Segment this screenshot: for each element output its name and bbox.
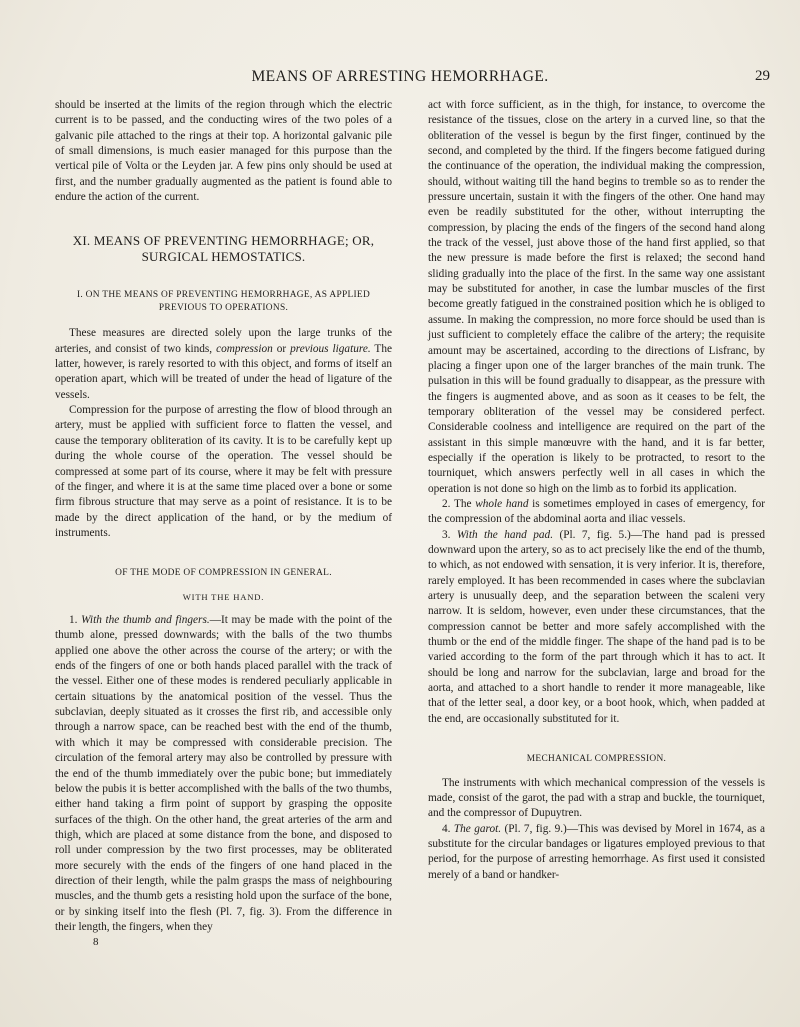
section-heading bbox=[55, 233, 392, 265]
paragraph-thumb-fingers: 1. With the thumb and fingers.—It may be made with the point of the thumb alone, pressed downwards; with the balls of the two thumbs applied one above the other across the course of the artery; or with the ends of the fingers of one or both hands placed parallel with the track of the vessel. Either one of these modes is rendered peculiarly applicable in certain situations by the anatomical position of the vessel. Thus the subclavian, deeply situated as it crosses the first rib, and accessible only through a narrow space, can be reached best with the end of the thumb, with which it may be compressed with considerable precision. The circulation of the femoral artery may also be controlled by pressure with the end of the thumb immediately over the pubic bone; but immediately below the pubis it is better accomplished with the balls of the two thumbs, either hand taking a firm point of support by grasping the opposite surfaces of the thigh. On the other hand, the great arteries of the arm and thigh, which are placed at some distance from the bone, and disposed to roll under compression by the two first processes, may be obliterated more securely with the ends of the fingers of one hand placed in the direction of their length, while the palm grasps the mass of neighbouring muscles, and the thumb gets a resisting hold upon the surface of the bone, or by sinking itself into the flesh (Pl. 7, fig. 3). From the difference in their length, the fingers, when they bbox=[55, 614, 393, 933]
term-previous-ligature: previous ligature. bbox=[290, 342, 371, 355]
paragraph-measures: These measures are directed solely upon the large trunks of the arteries, and consist of two kinds, compression or previous ligature. The latter, however, is rarely resorted to with this object, and forms of itself an operation apart, which will be treated of under the head of ligature of the vessels. bbox=[55, 327, 392, 401]
term-garot: The garot. bbox=[453, 822, 502, 835]
paragraph-whole-hand: 2. The whole hand is sometimes employed in cases of emergency, for the compression of the abdominal aorta and iliac vessels. bbox=[428, 497, 765, 526]
paragraph-compression: Compression for the purpose of arresting the flow of blood through an artery, must be applied with sufficient force to flatten the vessel, and cause the temporary obliteration of its cavity. It is to be carefully kept up during the whole course of the operation. The vessel should be compressed at some part of its course, where it may be felt with pressure of the finger, and where it is at the same time placed over a bone or some firm fibrous structure that may serve as a point of resistance. It is to be made by the direct application of the hand, or by the medium of instruments. bbox=[55, 404, 392, 539]
paragraph-garot: 4. The garot. (Pl. 7, fig. 9.)—This was devised by Morel in 1674, as a substitute for the circular bandages or ligatures employed previous to that period, for the purpose of arresting hemorrhage. As first used it consisted merely of a band or handker- bbox=[428, 822, 765, 881]
section-heading-line-1: XI. MEANS OF PREVENTING HEMORRHAGE; OR, bbox=[72, 233, 375, 249]
term-compression: compression bbox=[216, 342, 273, 355]
subsection-heading-line-1: I. ON THE MEANS OF PREVENTING HEMORRHAGE, AS APPLIED bbox=[76, 290, 371, 301]
paragraph-hand-pad: 3. With the hand pad. (Pl. 7, fig. 5.)—The hand pad is pressed downward upon the artery, so as to act precisely like the end of the thumb, to which, as not endowed with sensation, it is very inferior. It is, therefore, rarely employed. It has been recommended in cases where the subclavian artery is unusually deep, and the separation between the scaleni very narrow. It is seldom, however, even under these circumstances, that the compression cannot be better and more safely accomplished with the thumb or the end of the middle finger. The shape of the hand pad is to be varied according to the form of the part through which it has to act. It should be long and narrow for the subclavian, large and broad for the aorta, and attached to a short handle to render it more manageable, like that of the letter seal, a door key, or a boot hook, which, when padded at the end, are occasionally substituted for it. bbox=[428, 528, 765, 725]
paragraph-instruments: The instruments with which mechanical compression of the vessels is made, consist of the garot, the pad with a strap and buckle, the tourniquet, and the compressor of Dupuytren. bbox=[428, 776, 765, 820]
term-whole-hand: whole hand bbox=[475, 497, 529, 510]
right-column bbox=[428, 98, 765, 883]
left-column bbox=[55, 98, 392, 949]
running-head: MEANS OF ARRESTING HEMORRHAGE. bbox=[251, 68, 549, 85]
subsection-heading bbox=[55, 289, 392, 314]
mode-heading: OF THE MODE OF COMPRESSION IN GENERAL. bbox=[115, 568, 332, 579]
page-header bbox=[0, 68, 800, 90]
subsection-heading-line-2: PREVIOUS TO OPERATIONS. bbox=[158, 302, 289, 313]
with-hand-heading: WITH THE HAND. bbox=[182, 591, 265, 602]
term-hand-pad: With the hand pad. bbox=[456, 528, 554, 541]
mechanical-heading: MECHANICAL COMPRESSION. bbox=[526, 754, 667, 765]
page-number: 29 bbox=[755, 68, 770, 84]
paragraph-continued: act with force sufficient, as in the thigh, for instance, to overcome the resistance of the tissues, close on the artery in a curved line, so that the obliteration of the vessel is begun by the first finger, continued by the second, and completed by the third. If the fingers become fatigued during the continuance of the operation, the individual making the compression, should, without waiting till the hand begins to tremble so as to render the pressure uncertain, sustain it with the fingers of the other. One hand may even be readily substituted for the other, without interrupting the compression, by placing the ends of the fingers of the second hand along the track of the vessel, just above those of the hand first applied, so that the new pressure is made before the first is relaxed; the second hand sliding gradually into the place of the first. In the same way one assistant may be substituted for another, in case the lumbar muscles of the first become greatly fatigued in the constrained position which he is obliged to assume. In making the compression, no more force should be used than is just sufficient to completely efface the calibre of the artery; the requisite amount may be ascertained, according to the directions of Lisfranc, by placing a finger upon one of the larger branches of the main trunk. The pulsation in this will be found gradually to disappear, as the pressure with the fingers is augmented above, and as soon as it ceases to be felt, the temporary obliteration of the vessel may be considered perfect. Considerable coolness and intelligence are required on the part of the assistant in this simple manœuvre with the hand, and it is far better, especially if the operation is likely to be protracted, to resort to the tourniquet, which answers perfectly well in all cases in which the operation is not done so high on the limb as to forbid its application. bbox=[428, 99, 765, 495]
intro-paragraph: should be inserted at the limits of the region through which the electric current is to be passed, and the conducting wires of the two poles of a galvanic pile attached to the rings at their top. A horizontal galvanic pile of small dimensions, is much easier managed for this purpose than the vertical pile of Volta or the Leyden jar. A few pins only should be used at first, and the number gradually augmented as the patient is found able to endure the action of the current. bbox=[55, 99, 392, 204]
section-heading-line-2: SURGICAL HEMOSTATICS. bbox=[141, 249, 306, 265]
term-thumb-fingers: With the thumb and fingers. bbox=[81, 614, 210, 627]
signature-mark: 8 bbox=[93, 936, 99, 949]
